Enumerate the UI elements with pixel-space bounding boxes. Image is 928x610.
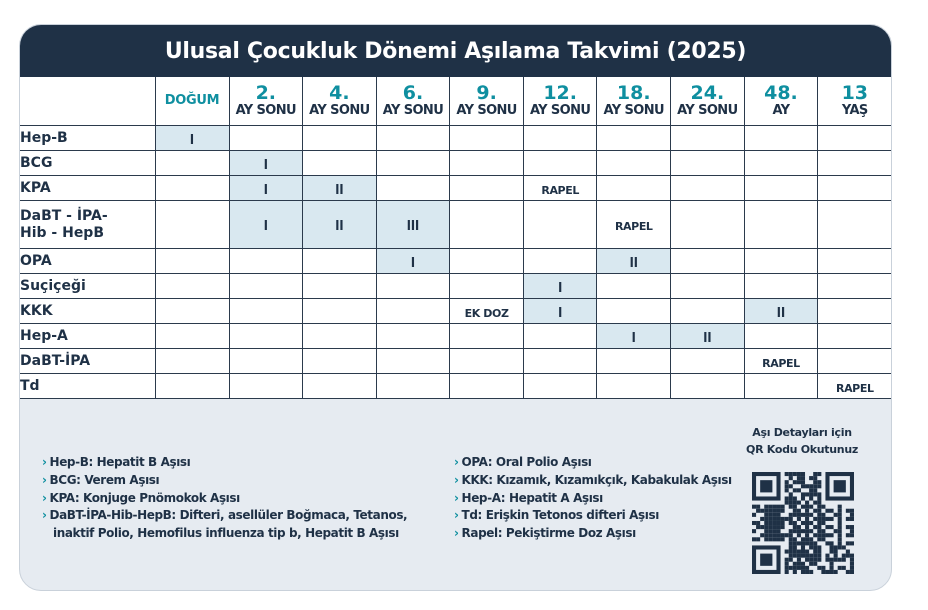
legend-text: BCG: Verem Aşısı	[49, 472, 160, 487]
qr-caption	[731, 424, 873, 458]
column-header-number: 24.	[690, 82, 725, 105]
schedule-cell	[155, 299, 229, 324]
legend-item	[42, 454, 407, 472]
schedule-cell	[671, 126, 745, 151]
schedule-cell	[744, 374, 818, 399]
column-header-number: 12.	[543, 82, 577, 105]
schedule-cell	[450, 349, 524, 374]
schedule-cell	[597, 201, 671, 249]
table-row	[20, 299, 891, 324]
vaccine-name	[20, 151, 155, 176]
schedule-cell	[450, 176, 524, 201]
legend-item	[454, 525, 732, 543]
schedule-cell	[229, 201, 303, 249]
schedule-cell	[597, 324, 671, 349]
column-header-unit: AY SONU	[382, 103, 444, 119]
schedule-cell	[818, 299, 892, 324]
table-header-row	[20, 77, 891, 126]
schedule-cell	[597, 249, 671, 274]
corner-cell	[20, 77, 155, 126]
dose-note: RAPEL	[762, 356, 800, 370]
schedule-cell	[376, 274, 450, 299]
schedule-cell	[450, 299, 524, 324]
vaccine-name-line: KKK	[20, 302, 53, 319]
chevron-right-icon: ›	[42, 455, 47, 469]
legend-item	[454, 507, 732, 525]
schedule-cell	[155, 324, 229, 349]
page-title: Ulusal Çocukluk Dönemi Aşılama Takvimi (2025)	[20, 25, 891, 77]
dose-mark: II	[703, 328, 712, 346]
schedule-cell	[597, 274, 671, 299]
column-header	[523, 77, 597, 126]
vaccine-name-line: Suçiçeği	[20, 277, 86, 294]
schedule-cell	[523, 249, 597, 274]
legend-item	[454, 490, 732, 508]
table-row	[20, 274, 891, 299]
column-header	[376, 77, 450, 126]
schedule-cell	[818, 126, 892, 151]
legend-text: KPA: Konjuge Pnömokok Aşısı	[49, 490, 240, 505]
column-header	[303, 77, 377, 126]
schedule-cell	[376, 374, 450, 399]
schedule-cell	[671, 249, 745, 274]
column-header	[597, 77, 671, 126]
vaccine-name-line: DaBT-İPA	[20, 352, 91, 369]
vaccine-name-line: Hep-A	[20, 327, 68, 344]
schedule-cell	[450, 151, 524, 176]
vaccine-name-line: Td	[20, 377, 40, 394]
legend-item	[42, 472, 407, 490]
schedule-cell	[671, 151, 745, 176]
schedule-cell	[671, 176, 745, 201]
schedule-cell	[818, 151, 892, 176]
schedule-cell	[818, 349, 892, 374]
schedule-cell	[229, 274, 303, 299]
dose-mark: I	[263, 217, 268, 234]
schedule-cell	[229, 176, 303, 201]
schedule-cell	[155, 349, 229, 374]
vaccine-name	[20, 274, 155, 299]
chevron-right-icon: ›	[454, 472, 459, 487]
dose-mark: I	[263, 155, 268, 173]
chevron-right-icon: ›	[42, 508, 47, 523]
schedule-cell	[744, 176, 818, 201]
schedule-cell	[523, 274, 597, 299]
schedule-cell	[597, 126, 671, 151]
schedule-cell	[671, 201, 745, 249]
schedule-cell	[744, 299, 818, 324]
schedule-cell	[229, 349, 303, 374]
column-header	[818, 77, 892, 126]
schedule-cell	[597, 299, 671, 324]
schedule-cell	[597, 151, 671, 176]
schedule-cell	[155, 274, 229, 299]
column-header	[744, 77, 818, 126]
column-header-unit: AY	[772, 103, 790, 119]
legend-text: Rapel: Pekiştirme Doz Aşısı	[461, 526, 636, 541]
table-row	[20, 151, 891, 176]
column-header-number: 13	[841, 82, 869, 105]
legend-item	[42, 490, 407, 508]
schedule-cell	[303, 201, 377, 249]
schedule-cell	[523, 299, 597, 324]
vaccine-name	[20, 201, 155, 249]
legend-item	[454, 454, 732, 472]
schedule-cell	[523, 151, 597, 176]
legend-text: Hep-B: Hepatit B Aşısı	[49, 455, 191, 469]
schedule-cell	[303, 126, 377, 151]
column-header-number: 4.	[329, 82, 350, 105]
schedule-cell	[523, 374, 597, 399]
schedule-cell	[523, 126, 597, 151]
table-row	[20, 201, 891, 249]
legend-right	[454, 454, 732, 543]
schedule-cell	[376, 126, 450, 151]
schedule-cell	[744, 324, 818, 349]
column-header-unit: YAŞ	[841, 103, 868, 119]
schedule-cell	[155, 151, 229, 176]
vaccine-name	[20, 249, 155, 274]
column-header-unit: AY SONU	[235, 103, 296, 119]
schedule-cell	[450, 249, 524, 274]
column-header	[671, 77, 745, 126]
column-header-number: 2.	[255, 82, 277, 105]
schedule-cell	[597, 374, 671, 399]
schedule-cell	[523, 349, 597, 374]
dose-mark: I	[558, 303, 563, 321]
schedule-cell	[818, 176, 892, 201]
schedule-cell	[229, 374, 303, 399]
dose-mark: I	[631, 328, 636, 346]
dose-mark: I	[263, 180, 268, 198]
schedule-cell	[450, 126, 524, 151]
vaccine-name-line: DaBT - İPA-	[20, 208, 108, 225]
schedule-cell	[229, 299, 303, 324]
chevron-right-icon: ›	[454, 508, 459, 523]
schedule-cell	[818, 374, 892, 399]
vaccine-name	[20, 126, 155, 151]
schedule-cell	[744, 249, 818, 274]
column-header-number: 48.	[764, 82, 798, 105]
schedule-cell	[376, 349, 450, 374]
schedule-table	[20, 77, 891, 399]
schedule-cell	[376, 324, 450, 349]
legend-item	[454, 472, 732, 490]
schedule-cell	[450, 274, 524, 299]
vaccine-name-line: OPA	[20, 252, 52, 269]
schedule-cell	[744, 126, 818, 151]
table-row	[20, 324, 891, 349]
legend-item	[42, 507, 407, 525]
dose-mark: III	[406, 217, 420, 234]
schedule-cell	[818, 274, 892, 299]
schedule-cell	[303, 374, 377, 399]
schedule-cell	[229, 126, 303, 151]
schedule-cell	[450, 324, 524, 349]
dose-mark: I	[189, 130, 195, 148]
schedule-cell	[229, 249, 303, 274]
chevron-right-icon: ›	[454, 490, 459, 505]
legend-text: KKK: Kızamık, Kızamıkçık, Kabakulak Aşısı	[461, 472, 732, 487]
schedule-cell	[229, 324, 303, 349]
column-header-unit: AY SONU	[456, 103, 517, 119]
column-header-unit: AY SONU	[529, 103, 591, 119]
column-header	[229, 77, 303, 126]
schedule-cell	[303, 349, 377, 374]
vaccine-name	[20, 349, 155, 374]
vaccine-name-line: Hib - HepB	[20, 224, 104, 241]
table-row	[20, 249, 891, 274]
schedule-cell	[376, 299, 450, 324]
vaccine-name	[20, 374, 155, 399]
vaccination-schedule-card	[19, 24, 892, 591]
dose-mark: II	[776, 303, 786, 321]
schedule-cell	[303, 274, 377, 299]
schedule-cell	[744, 349, 818, 374]
schedule-cell	[671, 349, 745, 374]
table-row	[20, 126, 891, 151]
legend-text: OPA: Oral Polio Aşısı	[461, 455, 592, 469]
schedule-cell	[597, 349, 671, 374]
legend-text: DaBT-İPA-Hib-HepB: Difteri, asellüler Boğmaca, Tetanos,	[49, 508, 408, 523]
dose-mark: I	[410, 253, 416, 271]
vaccine-name	[20, 299, 155, 324]
schedule-cell	[597, 176, 671, 201]
dose-note: RAPEL	[541, 183, 579, 197]
chevron-right-icon: ›	[42, 490, 47, 505]
qr-caption-line1: Aşı Detayları için	[752, 426, 852, 439]
schedule-cell	[523, 201, 597, 249]
legend-text-continued: inaktif Polio, Hemofilus influenza tip b, Hepatit B Aşısı	[53, 526, 399, 541]
dose-mark: II	[335, 180, 344, 198]
schedule-cell	[376, 201, 450, 249]
schedule-cell	[744, 274, 818, 299]
column-header-unit: AY SONU	[603, 103, 664, 119]
schedule-cell	[376, 176, 450, 201]
column-header	[450, 77, 524, 126]
column-header: DOĞUM	[155, 77, 229, 126]
vaccine-name	[20, 176, 155, 201]
schedule-cell	[303, 176, 377, 201]
schedule-cell	[450, 374, 524, 399]
schedule-cell	[155, 126, 229, 151]
column-header-number: 6.	[402, 82, 424, 105]
vaccine-name-line: BCG	[20, 154, 53, 171]
schedule-cell	[818, 324, 892, 349]
column-header-number: 9.	[476, 82, 497, 105]
dose-note: RAPEL	[614, 220, 653, 233]
schedule-cell	[523, 176, 597, 201]
vaccine-name-line: KPA	[20, 179, 51, 196]
schedule-cell	[744, 151, 818, 176]
dose-mark: II	[629, 253, 638, 271]
schedule-cell	[450, 201, 524, 249]
schedule-cell	[671, 299, 745, 324]
schedule-cell	[671, 274, 745, 299]
column-header-number: 18.	[616, 82, 651, 105]
chevron-right-icon: ›	[454, 455, 459, 469]
schedule-cell	[744, 201, 818, 249]
legend-text: Hep-A: Hepatit A Aşısı	[461, 490, 603, 505]
dose-mark: I	[558, 278, 563, 296]
schedule-cell	[376, 151, 450, 176]
table-row	[20, 176, 891, 201]
schedule-cell	[155, 176, 229, 201]
chevron-right-icon: ›	[454, 526, 459, 541]
schedule-cell	[671, 374, 745, 399]
schedule-cell	[818, 201, 892, 249]
schedule-cell	[303, 249, 377, 274]
qr-caption-line2: QR Kodu Okutunuz	[746, 443, 858, 456]
schedule-cell	[671, 324, 745, 349]
schedule-cell	[155, 249, 229, 274]
legend-text: Td: Erişkin Tetonos difteri Aşısı	[461, 508, 659, 523]
table-row	[20, 374, 891, 399]
schedule-cell	[303, 151, 377, 176]
dose-note: RAPEL	[836, 381, 874, 395]
qr-code-icon[interactable]	[752, 472, 854, 574]
schedule-cell	[303, 324, 377, 349]
table-row	[20, 349, 891, 374]
schedule-cell	[376, 249, 450, 274]
legend-left	[42, 454, 407, 543]
schedule-cell	[303, 299, 377, 324]
schedule-cell	[229, 151, 303, 176]
vaccine-name-line: Hep-B	[20, 129, 68, 146]
schedule-cell	[155, 201, 229, 249]
schedule-cell	[523, 324, 597, 349]
schedule-cell	[818, 249, 892, 274]
dose-note: EK DOZ	[464, 306, 509, 320]
column-header-unit: AY SONU	[677, 103, 738, 119]
chevron-right-icon: ›	[42, 472, 47, 487]
vaccine-name	[20, 324, 155, 349]
column-header-unit: AY SONU	[309, 103, 370, 119]
schedule-cell	[155, 374, 229, 399]
dose-mark: II	[335, 217, 344, 234]
